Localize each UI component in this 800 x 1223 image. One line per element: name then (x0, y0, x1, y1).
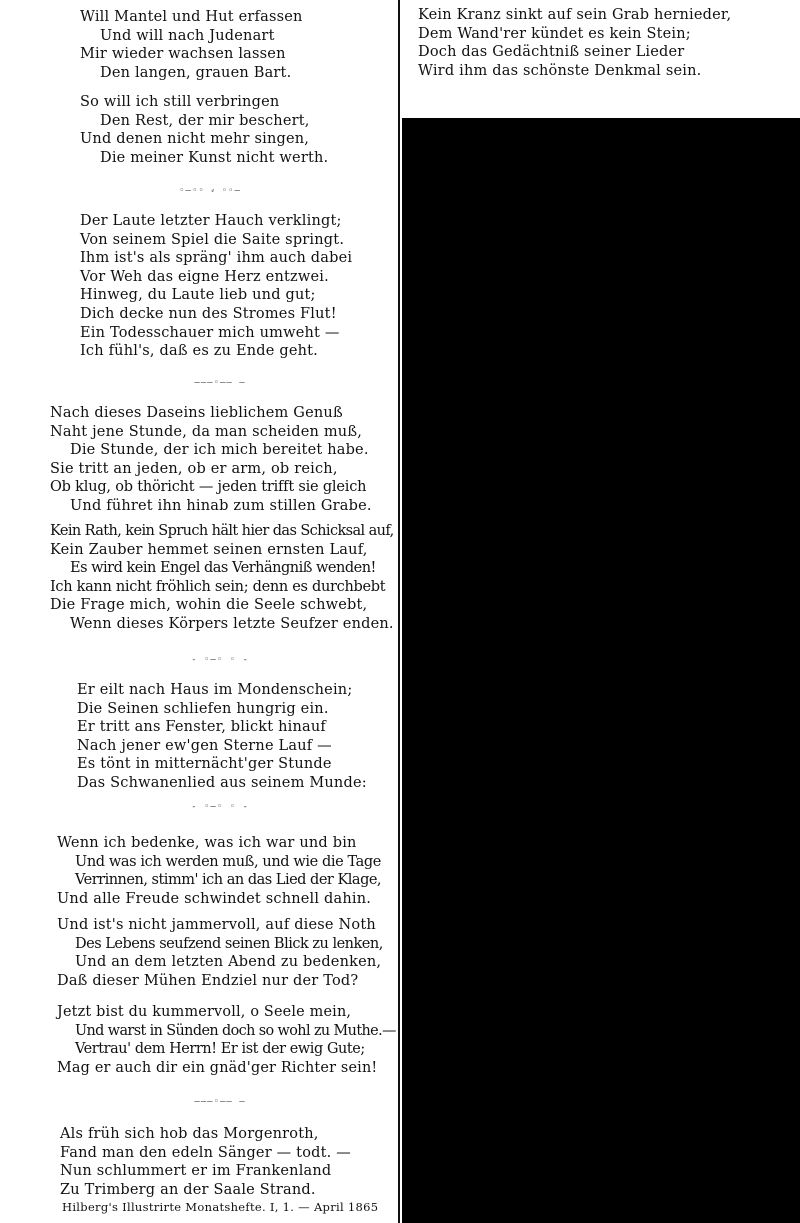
verse-line: Und alle Freude schwindet schnell dahin. (57, 890, 372, 907)
verse-line: Wenn dieses Körpers letzte Seufzer enden. (70, 615, 394, 632)
verse-line: Mir wieder wachsen lassen (80, 46, 286, 63)
verse-line: Zu Trimberg an der Saale Strand. (60, 1181, 316, 1198)
stanza (57, 834, 381, 908)
verse-line: Ein Todesschauer mich umweht — (80, 324, 340, 341)
verse-line: Will Mantel und Hut erfassen (80, 9, 303, 25)
verse-line: Die Stunde, der ich mich bereitet habe. (70, 442, 369, 459)
verse-line: Nach jener ew'gen Sterne Lauf — (77, 737, 332, 754)
stanza (60, 1125, 351, 1199)
ornament-divider: - ◦—◦ ◦ - (191, 655, 249, 665)
ornament-divider: ◦—◦◦ ⸗ ◦◦— (179, 186, 241, 196)
verse-line: So will ich still verbringen (80, 94, 280, 110)
verse-line: Vor Weh das eigne Herz entzwei. (80, 268, 329, 285)
verse-line: Mag er auch dir ein gnäd'ger Richter sein! (57, 1059, 378, 1076)
verse-line: Und führet ihn hinab zum stillen Grabe. (70, 497, 372, 514)
column-divider (398, 0, 400, 1223)
verse-line: Des Lebens seufzend seinen Blick zu lenken, (75, 935, 383, 952)
verse-line: Und an dem letzten Abend zu bedenken, (75, 954, 382, 971)
stanza (50, 522, 394, 634)
stanza (80, 8, 303, 82)
verse-line: Der Laute letzter Hauch verklingt; (80, 213, 342, 229)
verse-line: Und warst in Sünden doch so wohl zu Muthe.— (75, 1022, 396, 1039)
verse-line: Die Seinen schliefen hungrig ein. (77, 700, 329, 717)
verse-line: Doch das Gedächtniß seiner Lieder (418, 44, 685, 61)
verse-line: Und will nach Judenart (100, 27, 275, 44)
verse-line: Den langen, grauen Bart. (100, 64, 292, 81)
verse-line: Als früh sich hob das Morgenroth, (60, 1126, 319, 1142)
verse-line: Wird ihm das schönste Denkmal sein. (418, 62, 702, 79)
verse-line: Und denen nicht mehr singen, (80, 131, 310, 148)
stanza (57, 681, 367, 793)
ornament-divider: ———◦—— — (194, 378, 246, 388)
verse-line: Kein Kranz sinkt auf sein Grab hernieder, (418, 7, 732, 23)
verse-line: Jetzt bist du kummervoll, o Seele mein, (57, 1004, 352, 1020)
verse-line: Kein Rath, kein Spruch hält hier das Schicksal auf, (50, 523, 394, 539)
verse-line: Dich decke nun des Stromes Flut! (80, 305, 337, 322)
verse-line: Dem Wand'rer kündet es kein Stein; (418, 25, 691, 42)
redacted-area (402, 118, 800, 1223)
verse-line: Verrinnen, stimm' ich an das Lied der Klage, (75, 872, 382, 889)
verse-line: Er tritt ans Fenster, blickt hinauf (77, 719, 326, 736)
verse-line: Die meiner Kunst nicht werth. (100, 149, 329, 166)
verse-line: Naht jene Stunde, da man scheiden muß, (50, 423, 363, 440)
verse-line: Wenn ich bedenke, was ich war und bin (57, 835, 357, 851)
verse-line: Vertrau' dem Herrn! Er ist der ewig Gute; (75, 1041, 365, 1058)
verse-line: Die Frage mich, wohin die Seele schwebt, (50, 597, 368, 614)
stanza (418, 6, 731, 80)
ornament-divider: ———◦—— — (194, 1097, 246, 1107)
stanza (57, 916, 383, 990)
stanza (50, 404, 372, 516)
verse-line: Ich fühl's, daß es zu Ende geht. (80, 343, 318, 360)
verse-line: Es wird kein Engel das Verhängniß wenden! (70, 560, 376, 577)
verse-line: Er eilt nach Haus im Mondenschein; (77, 682, 353, 698)
right-column (402, 0, 800, 118)
verse-line: Das Schwanenlied aus seinem Munde: (77, 774, 367, 791)
verse-line: Ihm ist's als spräng' ihm auch dabei (80, 250, 353, 267)
page-footer: Hilberg's Illustrirte Monatshefte. I, 1. — April 1865 (62, 1200, 379, 1214)
ornament-divider: - ◦—◦ ◦ - (191, 802, 249, 812)
verse-line: Fand man den edeln Sänger — todt. — (60, 1144, 351, 1161)
verse-line: Von seinem Spiel die Saite springt. (80, 231, 345, 248)
verse-line: Daß dieser Mühen Endziel nur der Tod? (57, 972, 359, 989)
verse-line: Und was ich werden muß, und wie die Tage (75, 853, 381, 870)
verse-line: Es tönt in mitternächt'ger Stunde (77, 756, 332, 773)
verse-line: Und ist's nicht jammervoll, auf diese Noth (57, 917, 376, 933)
verse-line: Kein Zauber hemmet seinen ernsten Lauf, (50, 541, 368, 558)
stanza (80, 212, 352, 361)
verse-line: Ich kann nicht fröhlich sein; denn es durchbebt (50, 578, 386, 595)
verse-line: Ob klug, ob thöricht — jeden trifft sie gleich (50, 479, 367, 496)
stanza (80, 93, 328, 167)
verse-line: Hinweg, du Laute lieb und gut; (80, 287, 316, 304)
verse-line: Den Rest, der mir beschert, (100, 112, 310, 129)
stanza (57, 1003, 399, 1077)
verse-line: Nun schlummert er im Frankenland (60, 1163, 332, 1180)
verse-line: Sie tritt an jeden, ob er arm, ob reich, (50, 460, 338, 477)
verse-line: Nach dieses Daseins lieblichem Genuß (50, 405, 343, 421)
